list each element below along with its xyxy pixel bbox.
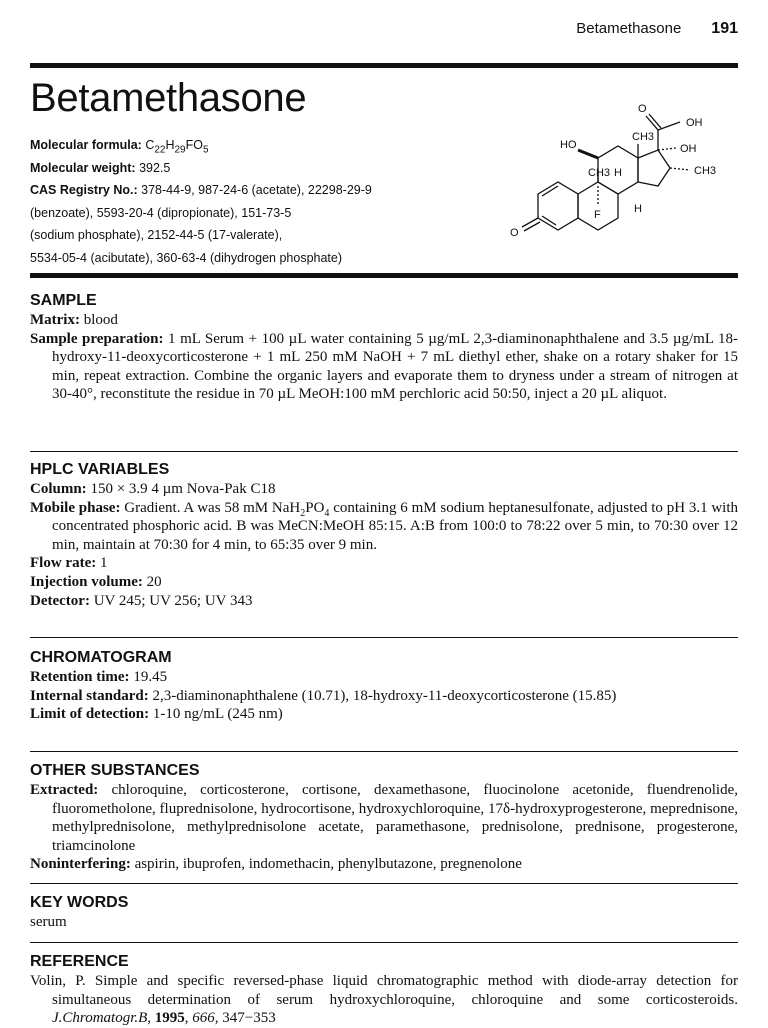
weight-label: Molecular weight: <box>30 160 136 175</box>
top-rule <box>30 63 738 68</box>
column-value: 150 × 3.9 4 µm Nova-Pak C18 <box>90 481 276 497</box>
reference-volume: 666 <box>192 1010 215 1027</box>
flow-rate-value: 1 <box>99 555 108 572</box>
retention-time-label: Retention time: <box>30 669 130 685</box>
methyl-label: CH3 <box>588 167 611 179</box>
section-heading: KEY WORDS <box>30 894 129 911</box>
sample-preparation-entry <box>30 330 738 404</box>
noninterfering-label: Noninterfering: <box>30 856 131 873</box>
reference-text: Volin, P. Simple and specific reversed-phase liquid chromatographic method with diode-array detection for simultaneous determination of serum hydroxychloroquine, chloroquine and some corticosteroids. <box>30 973 738 1008</box>
reference-year: 1995 <box>154 1010 185 1027</box>
flow-rate-entry <box>30 554 738 573</box>
retention-time-entry <box>30 668 738 687</box>
column-label: Column: <box>30 481 87 497</box>
hydroxyl-label: OH <box>680 143 697 155</box>
column-entry <box>30 480 738 499</box>
noninterfering-value: aspirin, ibuprofen, indomethacin, phenylbutazone, pregnenolone <box>134 856 522 873</box>
injection-volume-entry <box>30 573 738 592</box>
section-heading: CHROMATOGRAM <box>30 649 172 666</box>
weight-value: 392.5 <box>139 160 171 175</box>
other-substances-section <box>30 761 738 874</box>
mobile-phase-entry <box>30 499 738 555</box>
mobile-phase-value: Gradient. A was 58 mM $NaH_2PO_4$ containing 6 mM sodium heptanesulfonate, adjusted to pH 3.1 with concentrated phosphoric acid. B was MeCN:MeOH 85:15. A:B from 100:0 to 78:22 over 5 min, to 70:30 over 12 min, maintain at 70:30 for 4 min, to 65:35 over 9 min. <box>52 499 739 553</box>
hydroxyl-label: OH <box>686 117 703 129</box>
chromatogram-section <box>30 648 738 724</box>
section-divider <box>30 451 738 452</box>
reference-journal: J.Chromatogr.B <box>52 1010 148 1027</box>
running-head-title: Betamethasone <box>576 20 682 37</box>
injection-volume-value: 20 <box>146 573 162 590</box>
sample-preparation-label: Sample preparation: <box>30 330 164 347</box>
reference-section <box>30 952 738 1028</box>
limit-of-detection-entry <box>30 705 738 724</box>
oxygen-label: O <box>510 227 519 239</box>
section-divider <box>30 883 738 884</box>
cas-line: 5534-05-4 (acibutate), 360-63-4 (dihydrogen phosphate) <box>30 250 343 265</box>
key-words-value: serum <box>30 914 67 930</box>
fluorine-label: F <box>594 209 601 221</box>
extracted-value: chloroquine, corticosterone, cortisone, dexamethasone, fluocinolone acetonide, fluendrenolide, fluorometholone, fluprednisolone, hydrocortisone, hydroxychloroquine, 17δ-hydroxyprogesterone, meprednisone, methylprednisolone, methylprednisolone acetate, paramethasone, prednisolone, prednisone, progesterone, triamcinolone <box>52 782 739 854</box>
compound-title: Betamethasone <box>30 76 307 120</box>
retention-time-value: 19.45 <box>133 669 168 685</box>
section-heading: SAMPLE <box>30 292 97 309</box>
chemical-structure <box>508 94 740 254</box>
running-head <box>576 20 738 38</box>
section-heading: REFERENCE <box>30 953 129 970</box>
hydroxyl-label: HO <box>560 139 577 151</box>
cas-line: 378-44-9, 987-24-6 (acetate), 22298-29-9 <box>141 183 372 197</box>
hplc-section <box>30 460 738 610</box>
section-heading: HPLC VARIABLES <box>30 461 170 478</box>
sample-preparation-value: 1 mL Serum + 100 µL water containing 5 µg/mL 2,3-diaminonaphthalene and 3.5 µg/mL 18-hydroxy-11-deoxycorticosterone + 1 mL 250 mM NaOH + 7 mL diethyl ether, shake on a rotary shaker for 15 min, repeat extraction. Combine the organic layers and evaporate them to dryness under a stream of nitrogen at 30-40°, reconstitute the residue in 70 µL MeOH:100 mM perchloric acid 50:50, inject a 20 µL aliquot. <box>52 330 738 403</box>
methyl-label: CH3 <box>694 165 717 177</box>
internal-standard-value: 2,3-diaminonaphthalene (10.71), 18-hydroxy-11-deoxycorticosterone (15.85) <box>152 687 617 704</box>
hydrogen-label: H <box>614 167 622 179</box>
section-divider <box>30 942 738 943</box>
limit-of-detection-label: Limit of detection: <box>30 706 150 723</box>
extracted-label: Extracted: <box>30 782 99 798</box>
detector-value: UV 245; UV 256; UV 343 <box>93 592 253 609</box>
methyl-label: CH3 <box>632 131 655 143</box>
cas-line: (benzoate), 5593-20-4 (dipropionate), 151-73-5 <box>30 205 292 220</box>
mobile-phase-label: Mobile phase: <box>30 499 121 516</box>
reference-pages: 347−353 <box>222 1010 276 1027</box>
cas-registry <box>30 179 470 202</box>
internal-standard-label: Internal standard: <box>30 687 149 704</box>
cas-line: (sodium phosphate), 2152-44-5 (17-valerate), <box>30 228 283 242</box>
hydrogen-label: H <box>634 203 642 215</box>
flow-rate-label: Flow rate: <box>30 555 97 572</box>
detector-entry <box>30 592 738 611</box>
section-divider <box>30 637 738 638</box>
sample-section <box>30 291 738 404</box>
matrix-entry <box>30 311 738 330</box>
molecular-formula <box>30 134 470 157</box>
internal-standard-entry <box>30 687 738 706</box>
reference-citation: Volin, P. Simple and specific reversed-phase liquid chromatographic method with diode-array detection for simultaneous determination of serum hydroxychloroquine, chloroquine and some corticosteroids. J.Chromatogr.B, 1995, 666, 347−353 <box>30 973 738 1027</box>
cas-label: CAS Registry No.: <box>30 183 138 197</box>
extracted-entry <box>30 781 738 855</box>
matrix-value: blood <box>83 312 118 328</box>
header-bottom-rule <box>30 273 738 278</box>
matrix-label: Matrix: <box>30 312 80 328</box>
molecular-weight <box>30 157 470 180</box>
page-number: 191 <box>711 20 738 37</box>
limit-of-detection-value: 1-10 ng/mL (245 nm) <box>152 706 283 723</box>
formula-label: Molecular formula: <box>30 138 142 152</box>
oxygen-label: O <box>638 103 647 115</box>
compound-properties <box>30 134 470 269</box>
noninterfering-entry <box>30 855 738 874</box>
section-heading: OTHER SUBSTANCES <box>30 762 200 779</box>
detector-label: Detector: <box>30 592 90 609</box>
formula-value: $C_{22}H_{29}FO_5$ <box>145 138 209 156</box>
section-divider <box>30 751 738 752</box>
injection-volume-label: Injection volume: <box>30 573 143 590</box>
key-words-section <box>30 893 738 932</box>
monograph-page <box>30 0 739 1027</box>
